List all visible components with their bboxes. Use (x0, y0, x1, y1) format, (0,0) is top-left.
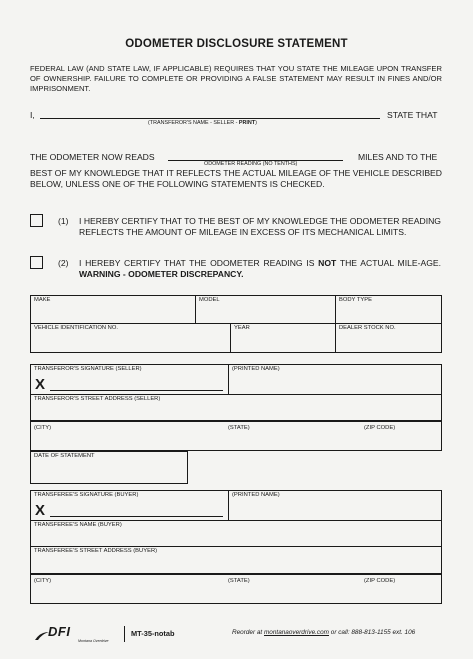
seller-signature-field[interactable]: TRANSFEROR'S SIGNATURE (SELLER) (34, 366, 142, 372)
footer-divider (124, 626, 125, 642)
excess-mileage-checkbox[interactable] (30, 214, 43, 227)
miles-and-to-label: MILES AND TO THE (358, 152, 438, 162)
option-1-number: (1) (58, 216, 69, 226)
body-type-field[interactable]: BODY TYPE (339, 297, 372, 303)
dfi-logo-subtext: Montana Overdrive (78, 639, 109, 643)
state-that-label: STATE THAT (387, 110, 438, 120)
seller-zip-field[interactable]: (ZIP CODE) (364, 425, 396, 431)
transferor-name-caption: (TRANSFEROR'S NAME - SELLER - PRINT) (148, 120, 257, 126)
transferor-name-line[interactable] (40, 118, 380, 119)
seller-printed-name-field[interactable]: (PRINTED NAME) (232, 366, 280, 372)
buyer-divider (30, 520, 442, 521)
dealer-stock-field[interactable]: DEALER STOCK NO. (339, 325, 396, 331)
seller-divider (30, 394, 442, 395)
make-field[interactable]: MAKE (34, 297, 51, 303)
buyer-x-mark: X (35, 502, 46, 519)
buyer-signature-field[interactable]: TRANSFEREE'S SIGNATURE (BUYER) (34, 492, 139, 498)
best-knowledge-text: BEST OF MY KNOWLEDGE THAT IT REFLECTS THE ACTUAL MILEAGE OF THE VEHICLE DESCRIBED BELOW, UNLESS ONE OF THE FOLLOWING STATEMENTS IS CHECKED. (30, 168, 442, 189)
reorder-link[interactable]: montanaoverdrive.com (263, 629, 329, 636)
vehicle-divider (230, 323, 231, 353)
vin-field[interactable]: VEHICLE IDENTIFICATION NO. (34, 325, 118, 331)
page-title: ODOMETER DISCLOSURE STATEMENT (125, 38, 348, 50)
buyer-street-field[interactable]: TRANSFEREE'S STREET ADDRESS (BUYER) (34, 548, 158, 554)
vehicle-divider (335, 295, 336, 353)
buyer-divider (30, 546, 442, 547)
seller-x-mark: X (35, 376, 46, 393)
buyer-zip-field[interactable]: (ZIP CODE) (364, 578, 396, 584)
legal-notice: FEDERAL LAW (AND STATE LAW, IF APPLICABLE) REQUIRES THAT YOU STATE THE MILEAGE UPON TRANSFER OF OWNERSHIP. FAILURE TO COMPLETE OR PROVIDING A FALSE STATEMENT MAY RESULT IN FINES AND/OR IMPRISONMENT. (30, 64, 442, 93)
seller-city-field[interactable]: (CITY) (34, 425, 52, 431)
dfi-logo-text: DFI (48, 624, 71, 639)
vehicle-row-divider (30, 323, 442, 324)
model-field[interactable]: MODEL (199, 297, 220, 303)
buyer-printed-name-field[interactable]: (PRINTED NAME) (232, 492, 280, 498)
buyer-signature-box (30, 490, 442, 574)
seller-street-field[interactable]: TRANSFEROR'S STREET ADDRESS (SELLER) (34, 396, 161, 402)
odometer-reads-label: THE ODOMETER NOW READS (30, 152, 155, 162)
seller-divider (228, 364, 229, 394)
vehicle-info-box (30, 295, 442, 353)
buyer-state-field[interactable]: (STATE) (228, 578, 250, 584)
option-1-text: I HEREBY CERTIFY THAT TO THE BEST OF MY KNOWLEDGE THE ODOMETER READING REFLECTS THE AMOUNT OF MILEAGE IN EXCESS OF ITS MECHANICAL LIMITS. (79, 216, 441, 237)
buyer-signature-line[interactable] (50, 516, 223, 517)
i-label: I, (30, 110, 35, 120)
buyer-city-field[interactable]: (CITY) (34, 578, 52, 584)
seller-signature-line[interactable] (50, 390, 223, 391)
option-2-number: (2) (58, 258, 69, 268)
odometer-discrepancy-checkbox[interactable] (30, 256, 43, 269)
option-2-text: I HEREBY CERTIFY THAT THE ODOMETER READING IS NOT THE ACTUAL MILE-AGE. WARNING - ODOMETER DISCREPANCY. (79, 258, 442, 279)
odometer-reading-caption: ODOMETER READING (NO TENTHS) (204, 161, 298, 167)
form-id: MT-35-notab (131, 629, 175, 638)
year-field[interactable]: YEAR (234, 325, 250, 331)
vehicle-divider (195, 295, 196, 323)
seller-state-field[interactable]: (STATE) (228, 425, 250, 431)
reorder-text: Reorder at montanaoverdrive.com or call: 888-813-1155 ext. 106 (232, 629, 416, 636)
date-statement-field[interactable]: DATE OF STATEMENT (34, 453, 95, 459)
buyer-name-field[interactable]: TRANSFEREE'S NAME (BUYER) (34, 522, 122, 528)
dfi-logo (34, 624, 109, 648)
buyer-divider (228, 490, 229, 520)
